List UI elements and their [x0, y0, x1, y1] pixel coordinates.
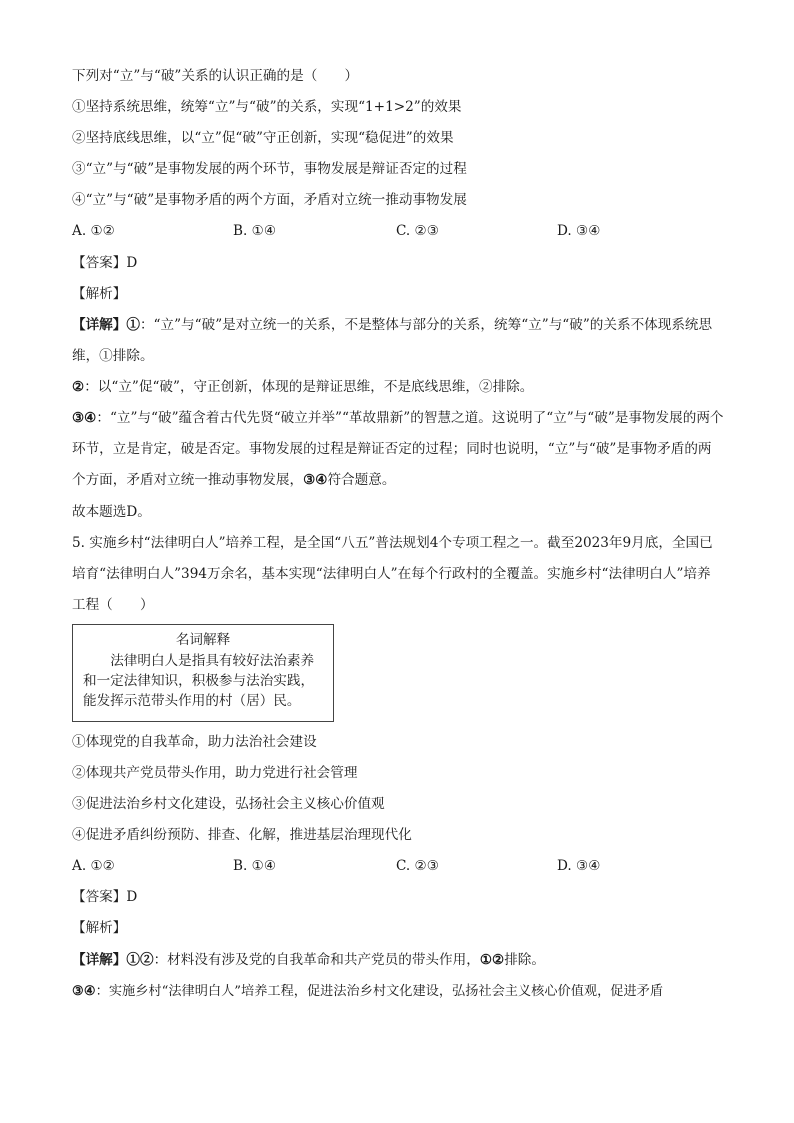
q4-conclusion: 故本题选D。 [72, 504, 151, 520]
q4-detail-3-text: ：“立”与“破”蕴含着古代先贤“破立并举”“革故鼎新”的智慧之道。这说明了“立”与“破”是事物发展的两个环节，立是肯定，破是否定。事物发展的过程是辩证否定的过程；同时也说明，“立”与“破”是事物矛盾的两个方面，矛盾对立统一推动事物发展， [72, 410, 724, 488]
q4-item-4: ④“立”与“破”是事物矛盾的两个方面，矛盾对立统一推动事物发展 [72, 192, 467, 208]
definition-box-title: 名词解释 [175, 632, 231, 648]
q4-option-b: B. ①④ [233, 223, 277, 239]
q5-detail-2 [72, 982, 663, 1002]
q4-item-1: ①坚持系统思维，统筹“立”与“破”的关系，实现“1+1>2”的效果 [72, 99, 462, 115]
q5-detail-2-marker: ③④ [72, 984, 96, 999]
q4-detail-3-end: 符合题意。 [327, 472, 396, 488]
q4-detail-3-marker-end: ③④ [303, 472, 328, 488]
q4-option-d: D. ③④ [557, 223, 601, 239]
q5-stem: 5. 实施乡村“法律明白人”培养工程，是全国“八五”普法规划4个专项工程之一。截至2023年9月底，全国已培育“法律明白人”394万余名，基本实现“法律明白人”在每个行政村的全覆盖。实施乡村“法律明白人”培养工程（ ） [72, 535, 713, 613]
q5-option-b: B. ①④ [233, 858, 277, 874]
q5-item-1: ①体现党的自我革命，助力法治社会建设 [72, 734, 317, 750]
q4-answer: 【答案】D [72, 255, 138, 271]
definition-box-text: 法律明白人是指具有较好法治素养和一定法律知识，积极参与法治实践，能发挥示范带头作用的村（居）民。 [83, 653, 315, 709]
q4-item-2: ②坚持底线思维，以“立”促“破”守正创新，实现“稳促进”的效果 [72, 130, 454, 146]
q5-item-3: ③促进法治乡村文化建设，弘扬社会主义核心价值观 [72, 796, 385, 812]
q5-item-4: ④促进矛盾纠纷预防、排查、化解，推进基层治理现代化 [72, 827, 412, 843]
q5-detail-1-text: ：材料没有涉及党的自我革命和共产党员的带头作用， [153, 952, 480, 968]
q4-stem: 下列对“立”与“破”关系的认识正确的是（ ） [72, 68, 359, 84]
q4-detail-2-text: ：以“立”促“破”，守正创新，体现的是辩证思维，不是底线思维，②排除。 [84, 379, 534, 395]
q4-option-a: A. ①② [72, 223, 115, 239]
q5-detail-1-marker: 【详解】①② [72, 952, 154, 968]
q5-item-2: ②体现共产党员带头作用，助力党进行社会管理 [72, 765, 358, 781]
q4-options [72, 221, 732, 241]
q4-detail-2-marker: ② [72, 379, 85, 395]
q5-detail-1 [72, 950, 545, 970]
q5-option-a: A. ①② [72, 858, 115, 874]
definition-box [72, 624, 334, 722]
q5-option-c: C. ②③ [396, 858, 439, 874]
q5-option-d: D. ③④ [557, 858, 601, 874]
q5-options [72, 856, 732, 876]
q4-analysis-label: 【解析】 [72, 286, 127, 302]
q4-option-c: C. ②③ [396, 223, 439, 239]
q5-detail-1-end: 排除。 [504, 952, 545, 968]
q4-item-3: ③“立”与“破”是事物发展的两个环节，事物发展是辩证否定的过程 [72, 161, 467, 177]
q4-detail-1 [72, 310, 724, 372]
q4-detail-3 [72, 403, 724, 496]
q4-detail-2 [72, 377, 533, 397]
q5-detail-2-text: ：实施乡村“法律明白人”培养工程，促进法治乡村文化建设，弘扬社会主义核心价值观，促进矛盾 [95, 984, 664, 999]
q5-analysis-label: 【解析】 [72, 920, 127, 936]
q4-detail-3-marker: ③④ [72, 410, 97, 426]
q5-answer: 【答案】D [72, 889, 138, 905]
q4-detail-1-text: ：“立”与“破”是对立统一的关系，不是整体与部分的关系，统筹“立”与“破”的关系不体现系统思维，①排除。 [72, 317, 713, 364]
q4-detail-1-marker: 【详解】① [72, 317, 140, 333]
q5-detail-1-marker-end: ①② [479, 952, 505, 968]
